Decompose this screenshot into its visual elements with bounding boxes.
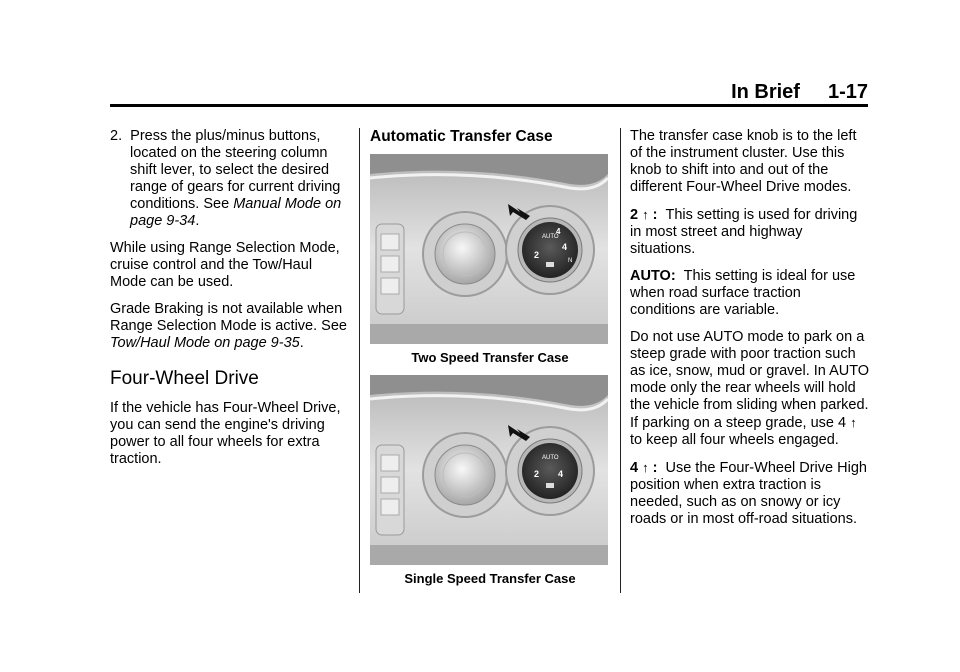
term-label: 2 (630, 207, 639, 223)
two-speed-transfer-case-photo (370, 154, 608, 344)
paragraph-four-wheel-drive: If the vehicle has Four-Wheel Drive, you can send the engine's driving power to all four wheels for extra traction. (110, 400, 341, 467)
list-item-2 (110, 128, 350, 230)
figure-caption-single-speed: Single Speed Transfer Case (404, 571, 576, 586)
knob-label-4hi: 4 (556, 227, 561, 236)
definition-text: This setting is ideal for use when road surface traction conditions are variable. (630, 268, 856, 318)
page-number: 1-17 (827, 81, 868, 103)
knob-label-2: 2 (534, 469, 540, 479)
knob-label-n: N (568, 258, 573, 264)
paragraph-auto-warning (630, 329, 870, 449)
cross-reference-link[interactable]: Manual Mode on page 9-34 (130, 196, 342, 229)
paragraph-text: to keep all four wheels engaged. (630, 432, 839, 448)
column-left (110, 128, 350, 478)
term-auto: AUTO: (630, 268, 676, 284)
cross-reference-link[interactable]: Tow/Haul Mode on page 9-35 (110, 335, 300, 351)
list-text: Press the plus/minus buttons, located on the steering column shift lever, to select the desired range of gears for current driving conditions. See (130, 128, 341, 212)
term-4hi (630, 460, 657, 476)
column-divider-left (359, 128, 360, 593)
column-middle (370, 128, 610, 596)
column-divider-right (620, 128, 621, 593)
knob-label-auto: AUTO (542, 455, 559, 461)
four-high-arrow-icon: ↑ (642, 460, 649, 475)
definition-2hi (630, 206, 870, 258)
definition-text: This setting is used for driving in most street and highway situations. (630, 207, 858, 257)
knob-label-4lo: 4 (562, 242, 568, 252)
figure-caption-two-speed: Two Speed Transfer Case (411, 350, 569, 365)
paragraph-knob-location: The transfer case knob is to the left of the instrument cluster. Use this knob to shift into and out of the different Four-Wheel Drive modes. (630, 128, 857, 195)
definition-auto (630, 268, 870, 319)
paragraph-text: Do not use AUTO mode to park on a steep grade with poor traction such as ice, snow, mud or gravel. In AUTO mode only the rear wheels will hold the vehicle from sliding when parked. If parking on a steep grade, use 4 (630, 329, 870, 431)
term-colon: : (652, 460, 658, 476)
page-header (110, 80, 868, 104)
header-rule (110, 104, 868, 107)
term-colon: : (652, 207, 658, 223)
knob-label-2: 2 (534, 250, 540, 260)
paragraph-grade-braking (110, 301, 350, 352)
definition-4hi (630, 459, 870, 528)
section-title: In Brief (731, 81, 800, 103)
knob-label-auto: AUTO (542, 234, 559, 240)
term-label: 4 (630, 460, 639, 476)
column-right (630, 128, 870, 538)
four-high-arrow-icon: ↑ (642, 207, 649, 222)
section-heading: Four-Wheel Drive (110, 368, 259, 389)
term-2hi (630, 207, 657, 223)
subsection-heading: Automatic Transfer Case (370, 128, 553, 145)
punctuation: . (299, 335, 304, 351)
punctuation: . (195, 213, 200, 229)
single-speed-transfer-case-photo (370, 375, 608, 565)
paragraph-text: Grade Braking is not available when Range Selection Mode is active. See (110, 301, 347, 334)
list-number: 2. (110, 128, 123, 144)
paragraph-range-selection: While using Range Selection Mode, cruise control and the Tow/Haul Mode can be used. (110, 240, 340, 290)
knob-label-4: 4 (558, 469, 564, 479)
four-high-arrow-icon: ↑ (850, 415, 857, 430)
definition-text: Use the Four-Wheel Drive High position when extra traction is needed, such as on snowy or icy roads or in most off-road situations. (630, 460, 867, 527)
